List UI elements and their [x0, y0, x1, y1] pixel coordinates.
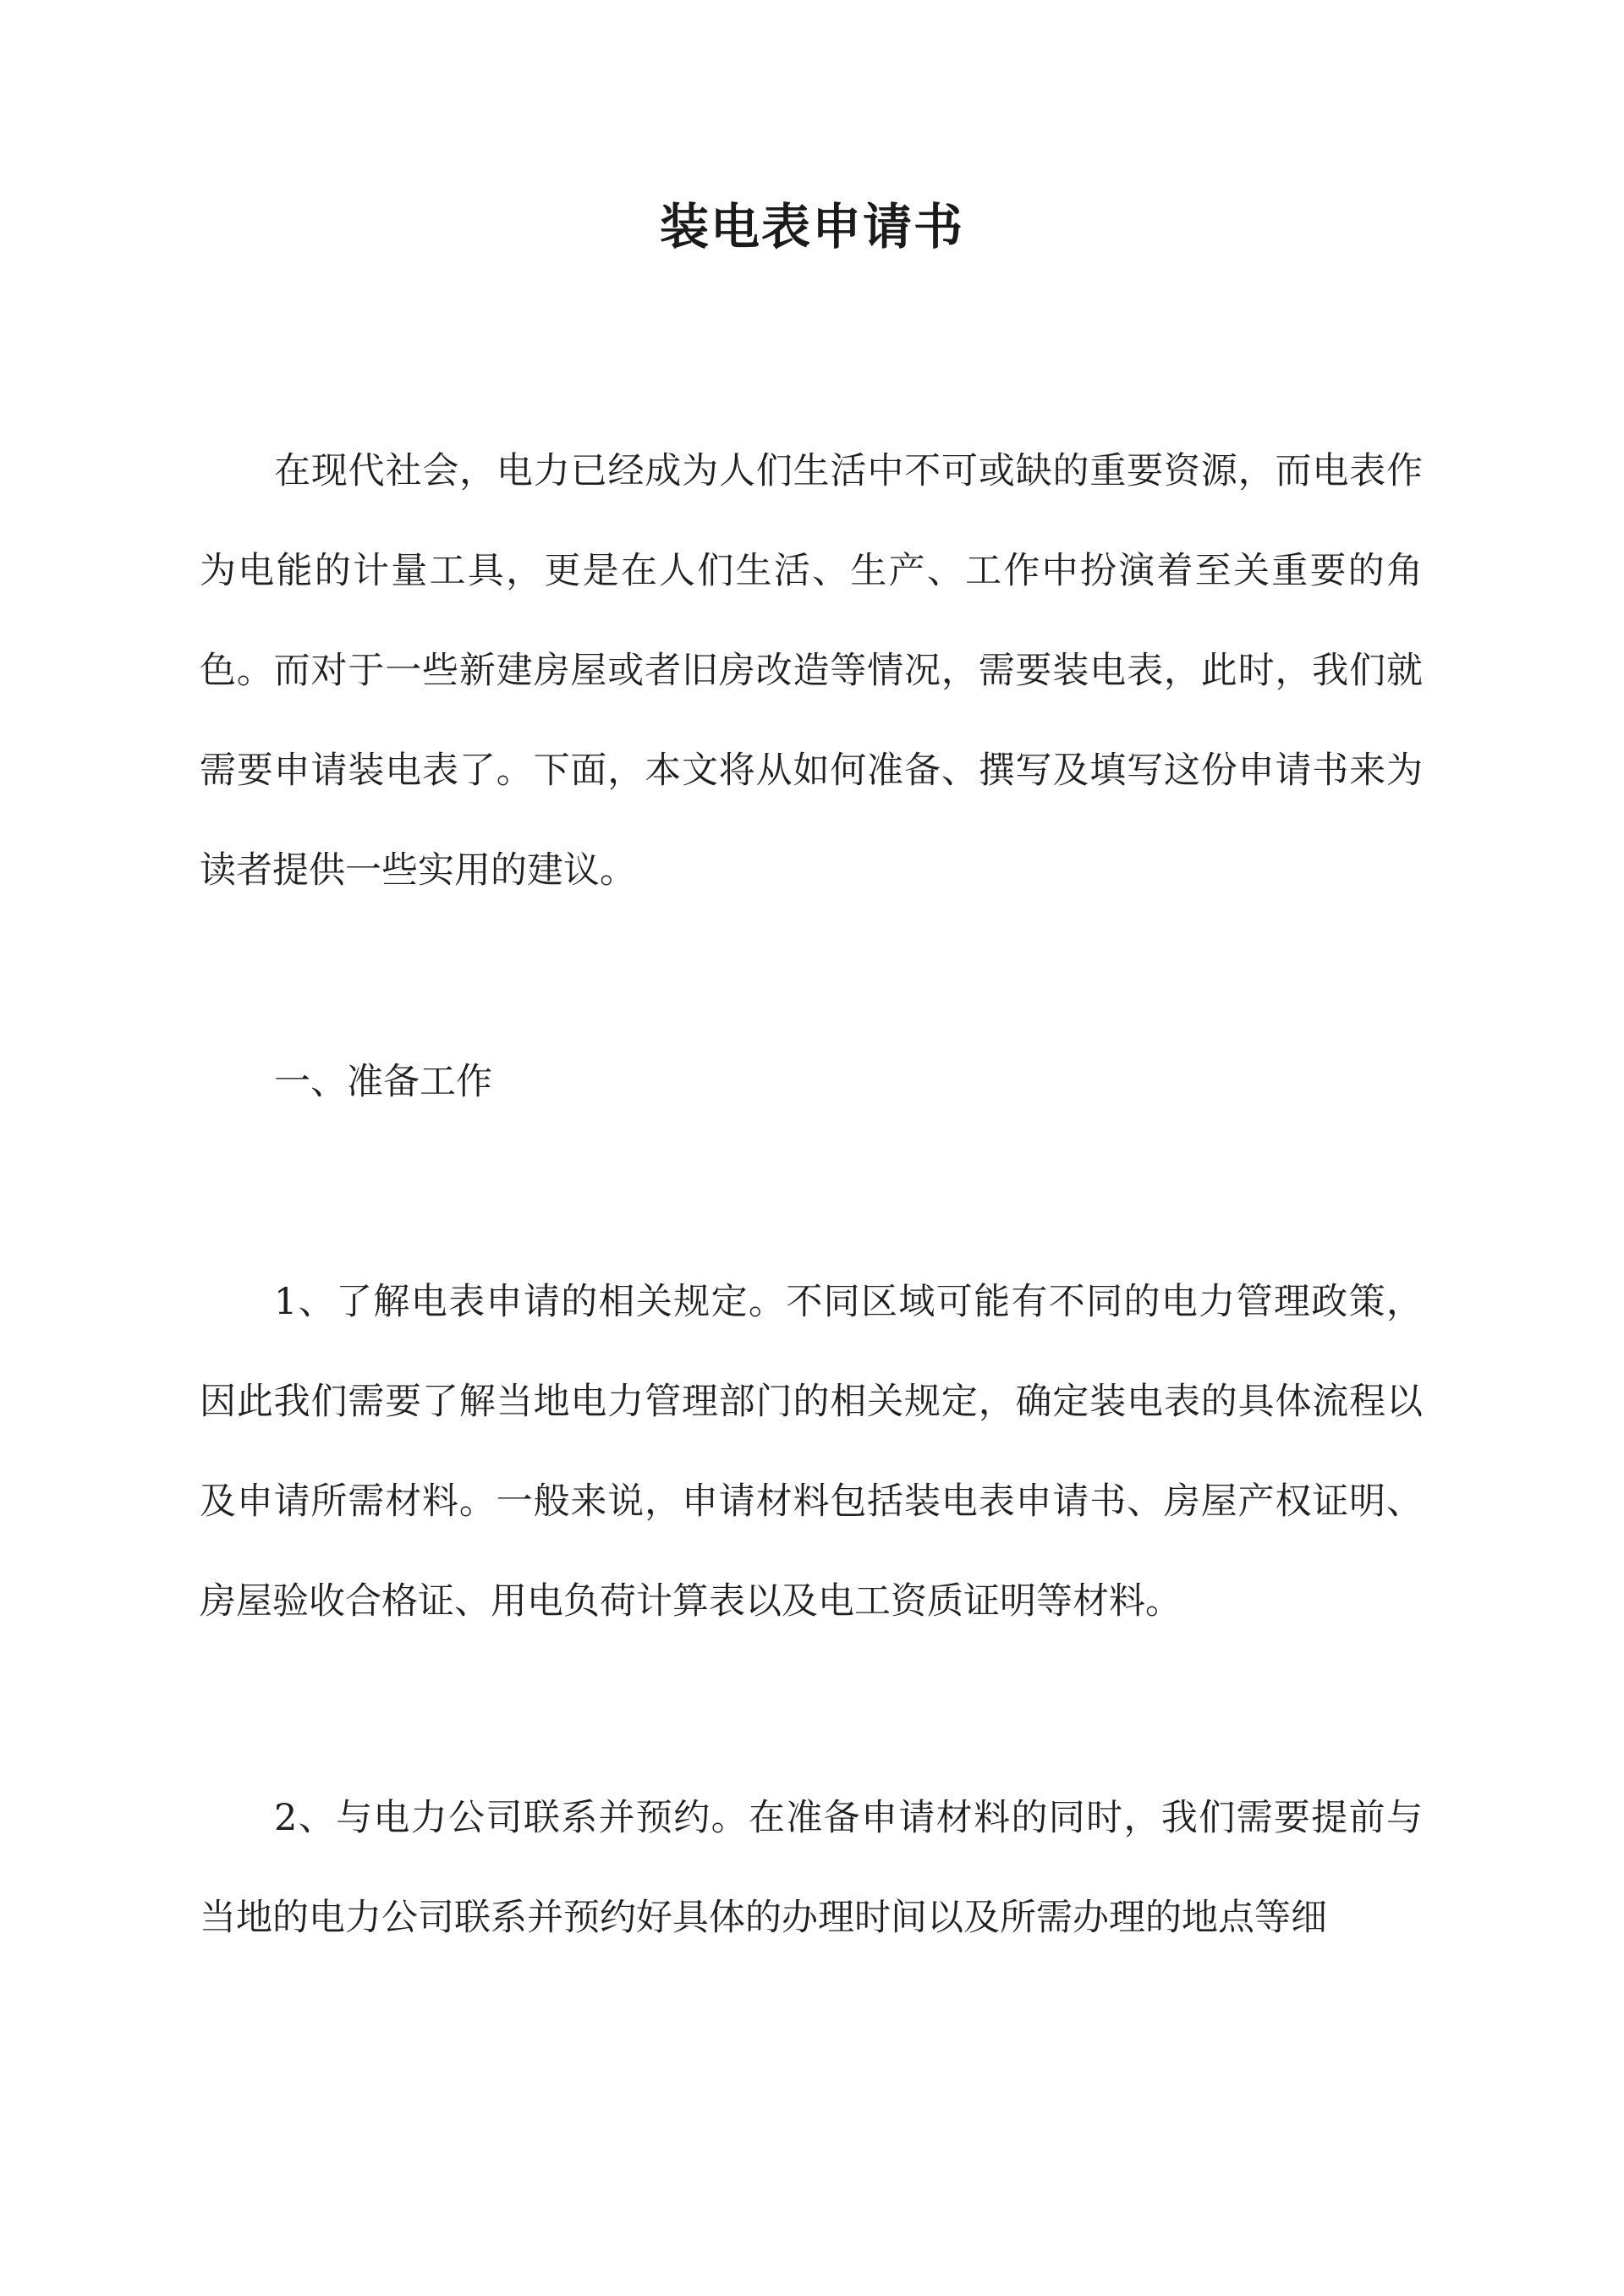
- intro-paragraph: 在现代社会，电力已经成为人们生活中不可或缺的重要资源，而电表作为电能的计量工具，更是在人们生活、生产、工作中扮演着至关重要的角色。而对于一些新建房屋或者旧房改造等情况，需要装电表，此时，我们就需要申请装电表了。下面，本文将从如何准备、撰写及填写这份申请书来为读者提供一些实用的建议。: [200, 450, 1423, 892]
- list-item-1: 1、了解电表申请的相关规定。不同区域可能有不同的电力管理政策，因此我们需要了解当地电力管理部门的相关规定，确定装电表的具体流程以及申请所需材料。一般来说，申请材料包括装电表申请书、房屋产权证明、房屋验收合格证、用电负荷计算表以及电工资质证明等材料。: [200, 1281, 1423, 1623]
- section-heading-preparation: 一、准备工作: [274, 1061, 492, 1103]
- document-title: 装电表申请书: [659, 198, 964, 255]
- list-item-2: 2、与电力公司联系并预约。在准备申请材料的同时，我们需要提前与当地的电力公司联系并预约好具体的办理时间以及所需办理的地点等细: [200, 1797, 1423, 1939]
